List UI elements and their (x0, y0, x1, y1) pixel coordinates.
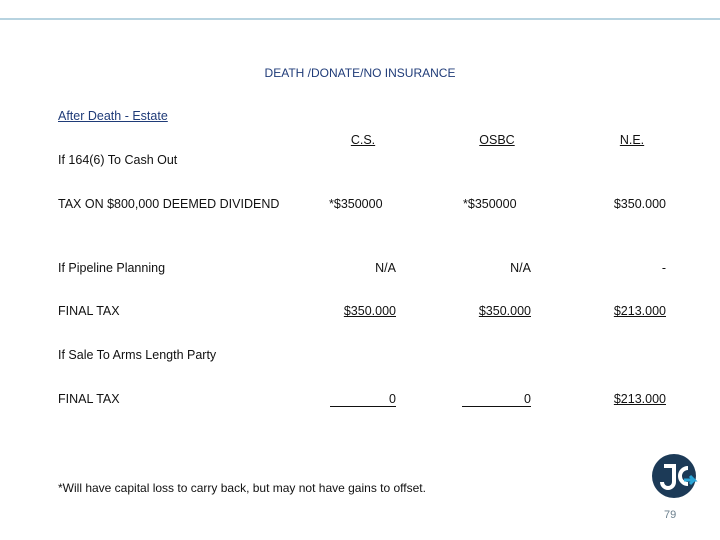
section-heading: After Death - Estate (58, 109, 168, 123)
company-logo-icon (650, 452, 698, 500)
footnote: *Will have capital loss to carry back, but may not have gains to offset. (58, 481, 426, 495)
cell-final-tax-2-osbc: 0 (462, 392, 531, 407)
page-number: 79 (664, 509, 677, 521)
cell-dividend-osbc: *$350000 (463, 197, 517, 211)
row-label-final-tax-1: FINAL TAX (58, 304, 120, 318)
row-label-deemed-dividend: TAX ON $800,000 DEEMED DIVIDEND (58, 197, 280, 211)
column-header-osbc: OSBC (479, 133, 515, 147)
row-label-164-6: If 164(6) To Cash Out (58, 153, 178, 167)
cell-pipeline-cs: N/A (375, 261, 396, 275)
cell-final-tax-2-cs: 0 (330, 392, 396, 407)
slide-title: DEATH /DONATE/NO INSURANCE (264, 66, 456, 80)
cell-dividend-ne: $350.000 (613, 197, 666, 211)
cell-pipeline-osbc: N/A (510, 261, 531, 275)
row-label-final-tax-2: FINAL TAX (58, 392, 120, 406)
cell-final-tax-1-osbc: $350.000 (478, 304, 531, 318)
cell-final-tax-1-ne: $213.000 (613, 304, 666, 318)
cell-final-tax-1-cs: $350.000 (343, 304, 396, 318)
row-label-pipeline: If Pipeline Planning (58, 261, 166, 275)
top-divider (0, 18, 720, 20)
column-header-cs: C.S. (350, 133, 376, 147)
row-label-arms-length: If Sale To Arms Length Party (58, 348, 217, 362)
column-header-ne: N.E. (619, 133, 645, 147)
cell-dividend-cs: *$350000 (329, 197, 383, 211)
cell-final-tax-2-ne: $213.000 (613, 392, 666, 406)
cell-pipeline-ne: - (661, 261, 666, 275)
